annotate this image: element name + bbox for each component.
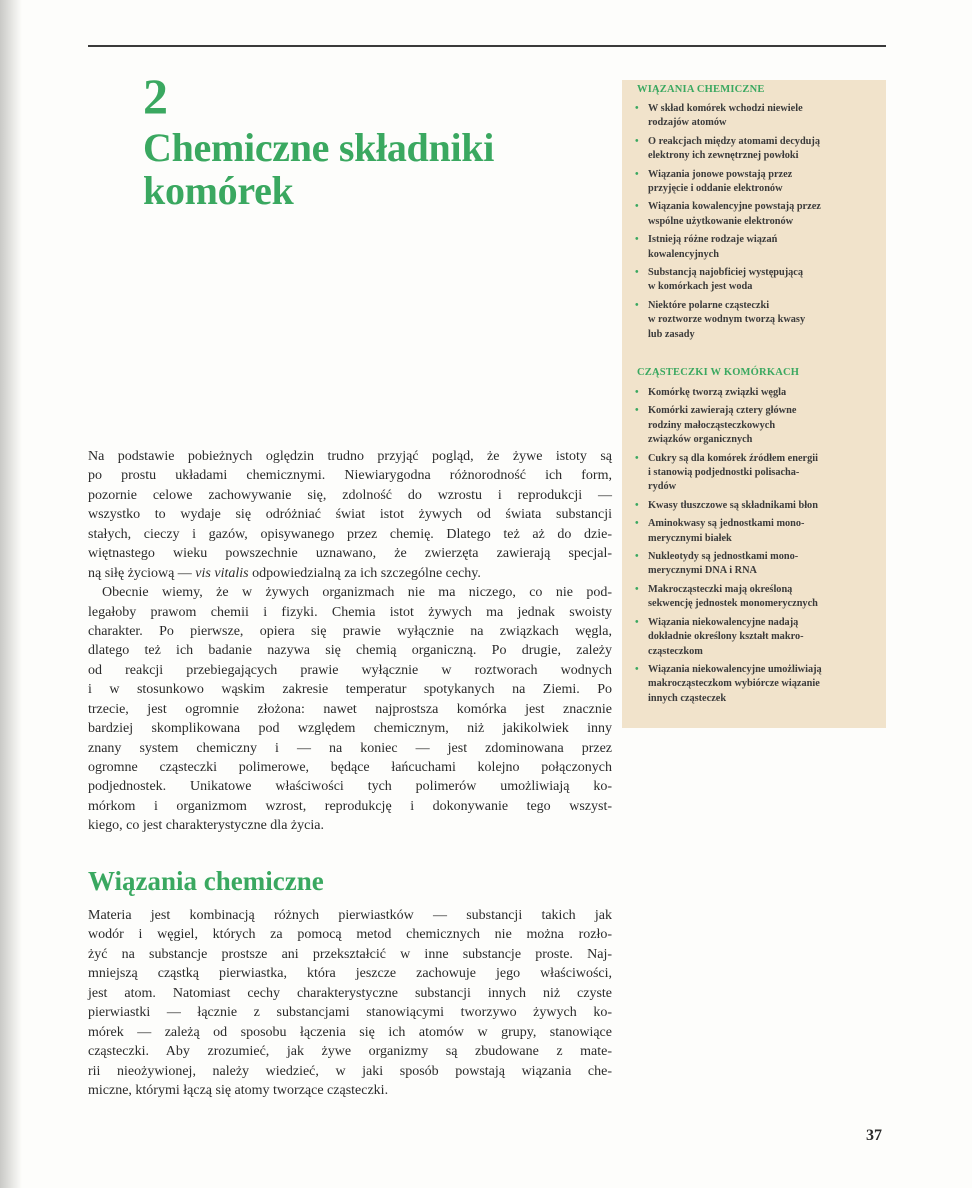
text-line: mórek — zależą od sposobu łączenia się ich atomów w grupy, stanowiące [88, 1024, 612, 1040]
chapter-title-line: komórek [143, 168, 294, 213]
page-number: 37 [866, 1127, 882, 1144]
bullet-icon: • [635, 405, 639, 417]
section-text [88, 906, 612, 1100]
text-line: cząsteczki. Aby zrozumieć, jak żywe organizmy są zbudowane z mate- [88, 1044, 612, 1060]
summary-item-line: Wiązania jonowe powstają przez [648, 168, 793, 180]
text-line: kiego, co jest charakterystyczne dla życia. [88, 818, 324, 834]
summary-item-line: makrocząsteczkom wybiórcze wiązanie [648, 678, 820, 690]
text-line: rii nieożywionej, należy wiedzieć, w jaki sposób powstają wiązania che- [88, 1063, 612, 1079]
summary-item-line: rodzajów atomów [648, 117, 727, 129]
bullet-icon: • [635, 499, 639, 511]
summary-list-item [634, 499, 884, 513]
top-rule [88, 45, 886, 47]
summary-list-item [634, 583, 884, 612]
text-line: ogromne cząsteczki polimerowe, będące łańcuchami kolejno połączonych [88, 760, 612, 775]
chapter-title [143, 126, 494, 212]
summary-item-line: Istnieją różne rodzaje wiązań [648, 234, 778, 246]
text-line: miczne, którymi łączą się atomy tworzące cząsteczki. [88, 1082, 389, 1098]
text-line: pozornie celowe zachowywanie się, zdolność do wzrostu i reprodukcji — [88, 487, 612, 503]
text-line: wszystko to wydaje się odróżniać świat istot żywych od świata substancji [88, 507, 612, 523]
summary-list-item [634, 663, 884, 706]
summary-item-line: Kwasy tłuszczowe są składnikami błon [648, 499, 818, 511]
box-section-list [634, 102, 884, 346]
bullet-icon: • [635, 551, 639, 563]
bullet-icon: • [635, 168, 639, 180]
text-line: od reakcji przebiegających prawie wyłącznie w roztworach wodnych [88, 662, 612, 678]
summary-list-item [634, 266, 884, 295]
summary-list-item [634, 616, 884, 659]
text-line: mniejszą cząstką pierwiastka, która jeszcze zachowuje jego właściwości, [88, 966, 612, 982]
box-section-title: WIĄZANIA CHEMICZNE [637, 84, 765, 95]
text-line: więtnastego wieku powszechnie uznawano, że zwierzęta zawierają specjal- [88, 546, 612, 562]
bullet-icon: • [635, 387, 639, 398]
text-line: Obecnie wiemy, że w żywych organizmach nie ma niczego, co nie pod- [102, 585, 612, 601]
summary-item-line: innych cząsteczek [648, 692, 727, 704]
bullet-icon: • [635, 663, 639, 675]
text-line: Materia jest kombinacją różnych pierwiastków — substancji takich jak [88, 908, 612, 923]
summary-item-line: Substancją najobficiej występującą [648, 267, 804, 279]
text-line: mórkom i organizmom wzrost, reprodukcję i dokonywanie tego wszyst- [88, 798, 612, 814]
text-line: jest atom. Natomiast cechy charakterystyczne substancji innych niż czyste [88, 985, 612, 1001]
bullet-icon: • [635, 616, 639, 628]
summary-item-line: sekwencję jednostek monomerycznych [648, 598, 818, 610]
text-line: po prostu układami chemicznymi. Niewiarygodna różnorodność ich form, [88, 468, 612, 484]
section-heading: Wiązania chemiczne [88, 866, 324, 896]
summary-item-line: Komórkę tworzą związki węgla [648, 387, 787, 398]
text-line: bardziej skomplikowana pod względem chemicznym, niż jakikolwiek inny [88, 721, 612, 737]
summary-item-line: merycznymi DNA i RNA [648, 565, 757, 577]
summary-item-line: Wiązania niekowalencyjne umożliwiają [648, 663, 822, 675]
bullet-icon: • [635, 135, 639, 147]
summary-list-item [634, 517, 884, 546]
bullet-icon: • [635, 201, 639, 213]
paragraph [88, 906, 612, 1100]
box-section-list [634, 386, 884, 710]
summary-list-item [634, 386, 884, 400]
summary-item-line: i stanowią podjednostki polisacha- [648, 467, 800, 479]
summary-list-item [634, 200, 884, 229]
text-line: dlatego też ich badanie nazywa się chemią organiczną. Po drugie, zależy [88, 643, 612, 659]
summary-item-line: w roztworze wodnym tworzą kwasy [648, 314, 806, 326]
summary-item-line: O reakcjach między atomami decydują [648, 135, 820, 147]
text-line: trzecie, jest ogromnie złożona: nawet najprostsza komórka jest znacznie [88, 701, 612, 717]
text-line: podjednostek. Unikatowe właściwości tych polimerów umożliwiają ko- [88, 779, 612, 795]
summary-item-line: Aminokwasy są jednostkami mono- [648, 518, 805, 530]
bullet-icon: • [635, 267, 639, 279]
text-line: żyć na substancje prostsze ani przekształcić w inne substancje proste. Naj- [88, 946, 612, 962]
text-line: legałoby prawom chemii i fizyki. Chemia istot żywych ma jednak swoisty [88, 604, 612, 620]
page-edge-shadow [0, 0, 22, 1188]
text-line: Na podstawie pobieżnych oględzin trudno przyjąć pogląd, że żywe istoty są [88, 449, 612, 464]
bullet-icon: • [635, 299, 639, 311]
summary-list-item [634, 550, 884, 579]
summary-list-item [634, 135, 884, 164]
summary-item-line: Komórki zawierają cztery główne [648, 405, 797, 417]
text-line: i w stosunkowo wąskim zakresie temperatur spotykanych na Ziemi. Po [88, 682, 612, 698]
text-line: pierwiastki — łącznie z substancjami stanowiącymi tworzywo żywych ko- [88, 1005, 612, 1021]
summary-list-item [634, 233, 884, 262]
bullet-icon: • [635, 234, 639, 246]
summary-item-line: wspólne użytkowanie elektronów [648, 215, 794, 227]
paragraph [88, 583, 612, 836]
text-line: stałych, cieczy i gazów, opisywanego przez chemię. Dlatego też aż do dzie- [88, 526, 612, 542]
summary-item-line: rodziny małocząsteczkowych [648, 419, 776, 431]
summary-item-line: przyjęcie i oddanie elektronów [648, 183, 783, 195]
text-line: wodór i węgiel, których za pomocą metod chemicznych nie można rozło- [88, 927, 612, 943]
summary-box [622, 80, 886, 728]
chapter-number: 2 [143, 68, 168, 124]
bullet-icon: • [635, 583, 639, 595]
summary-item-line: Cukry są dla komórek źródłem energii [648, 452, 818, 464]
summary-item-line: rydów [648, 481, 677, 493]
summary-item-line: kowalencyjnych [648, 248, 719, 260]
summary-item-line: Makrocząsteczki mają określoną [648, 583, 793, 595]
bullet-icon: • [635, 518, 639, 530]
summary-list-item [634, 452, 884, 495]
box-section-title: CZĄSTECZKI W KOMÓRKACH [637, 367, 800, 378]
summary-item-line: związków organicznych [648, 434, 753, 446]
intro-text [88, 447, 612, 836]
summary-item-line: Niektóre polarne cząsteczki [648, 299, 770, 311]
chapter-title-line: Chemiczne składniki [143, 125, 495, 170]
summary-list-item [634, 168, 884, 197]
summary-list-item [634, 404, 884, 447]
summary-item-line: lub zasady [648, 328, 695, 340]
summary-list-item [634, 102, 884, 131]
summary-item-line: elektrony ich zewnętrznej powłoki [648, 150, 799, 162]
bullet-icon: • [635, 103, 639, 114]
summary-item-line: Wiązania kowalencyjne powstają przez [648, 201, 821, 213]
summary-item-line: merycznymi białek [648, 532, 732, 544]
summary-item-line: dokładnie określony kształt makro- [648, 631, 804, 643]
summary-item-line: Nukleotydy są jednostkami mono- [648, 551, 799, 563]
summary-item-line: Wiązania niekowalencyjne nadają [648, 616, 799, 628]
text-line: ną siłę życiową — vis vitalis odpowiedzialną za ich szczególne cechy. [88, 565, 481, 581]
summary-item-line: w komórkach jest woda [648, 281, 753, 293]
summary-list-item [634, 299, 884, 342]
text-line: charakter. Po pierwsze, opiera się prawie wyłącznie na związkach węgla, [88, 623, 612, 639]
summary-item-line: W skład komórek wchodzi niewiele [648, 103, 803, 114]
text-line: znany system chemiczny i — na koniec — jest zdominowana przez [88, 740, 612, 756]
paragraph [88, 447, 612, 583]
summary-item-line: cząsteczkom [648, 645, 703, 657]
bullet-icon: • [635, 452, 639, 464]
